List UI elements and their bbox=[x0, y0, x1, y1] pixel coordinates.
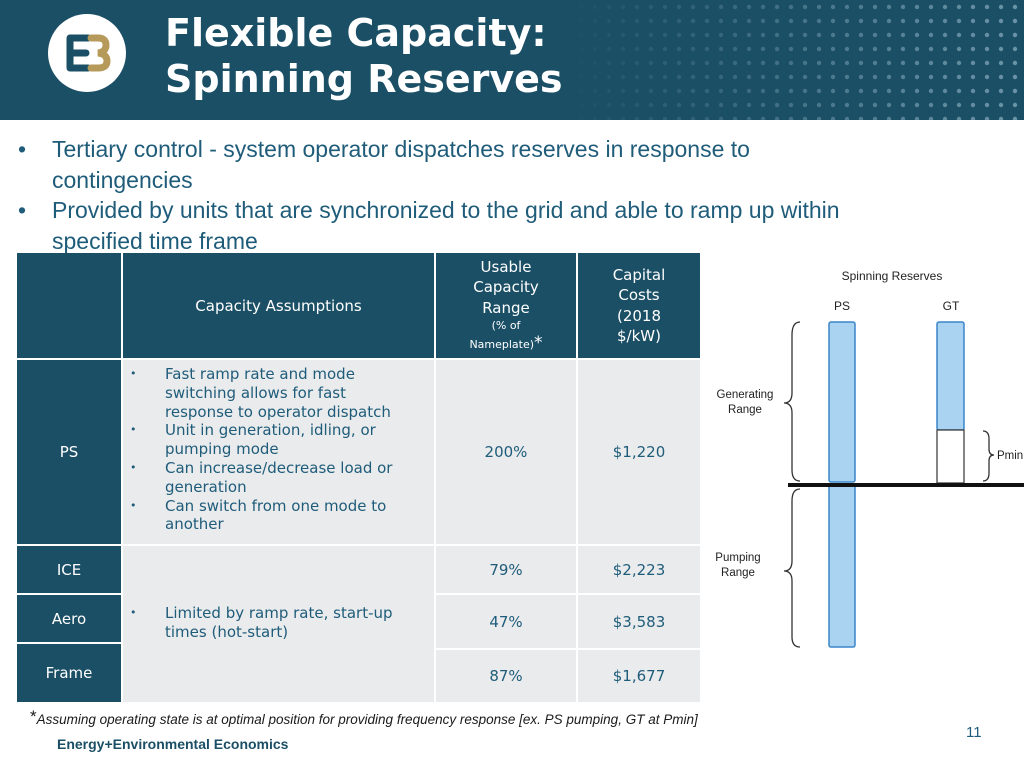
header-usable-range bbox=[436, 253, 576, 358]
page-number: 11 bbox=[966, 724, 982, 741]
footnote-star: * bbox=[30, 707, 37, 726]
header-text: Usable bbox=[480, 257, 532, 276]
ct-assumptions-list bbox=[130, 604, 430, 642]
header-dot-pattern bbox=[560, 0, 1024, 120]
bullet-text: contingencies bbox=[52, 166, 193, 193]
bullet-text: specified time frame bbox=[52, 227, 258, 254]
gt-pmin-box bbox=[937, 430, 964, 483]
footnote bbox=[30, 707, 698, 732]
header-text: Costs bbox=[618, 286, 660, 304]
ps-cost-value: $1,220 bbox=[578, 360, 700, 544]
ps-range-value: 200% bbox=[436, 360, 576, 544]
aero-range-value: 47% bbox=[436, 595, 576, 648]
gt-reserve-bar bbox=[937, 322, 964, 430]
ps-pumping-bar bbox=[829, 485, 855, 647]
pmin-brace bbox=[983, 431, 994, 481]
slide-header bbox=[0, 0, 1024, 120]
list-item-text: another bbox=[165, 515, 224, 534]
footnote-text: Assuming operating state is at optimal position for providing frequency response [ex. PS pumping, GT at Pmin] bbox=[36, 712, 698, 727]
ps-generating-bar bbox=[829, 322, 855, 482]
pumping-range-brace bbox=[784, 489, 800, 647]
bullet-dot-icon: • bbox=[130, 423, 137, 437]
pmin-label: Pmin bbox=[997, 450, 1024, 462]
page-title-line-1: Flexible Capacity: bbox=[165, 11, 547, 55]
ice-range-value: 79% bbox=[436, 546, 576, 593]
diagram-label-gt: GT bbox=[942, 299, 960, 313]
list-item bbox=[130, 421, 430, 459]
list-item-text: Can increase/decrease load or bbox=[165, 458, 393, 477]
pumping-range-label-2: Range bbox=[721, 567, 755, 579]
bullet-text: Provided by units that are synchronized to the grid and able to ramp up within bbox=[52, 197, 840, 223]
aero-cost-value: $3,583 bbox=[578, 595, 700, 648]
ice-cost-value: $2,223 bbox=[578, 546, 700, 593]
page-title-line-2: Spinning Reserves bbox=[165, 57, 563, 101]
diagram-title: Spinning Reserves bbox=[841, 269, 943, 283]
page-title bbox=[165, 10, 563, 102]
generating-range-label-1: Generating bbox=[716, 389, 774, 401]
list-item-text: response to operator dispatch bbox=[165, 402, 391, 421]
intro-bullets bbox=[18, 134, 958, 256]
header-capacity-assumptions: Capacity Assumptions bbox=[123, 253, 434, 358]
header-subtext bbox=[469, 334, 542, 354]
list-item bbox=[130, 459, 430, 497]
header-subtext-nameplate: Nameplate) bbox=[469, 338, 535, 352]
bullet-dot-icon: • bbox=[130, 606, 137, 619]
row-header-frame: Frame bbox=[17, 644, 121, 702]
header-subtext: (% of bbox=[491, 319, 521, 333]
bullet-dot-icon: • bbox=[18, 197, 27, 223]
e3-logo bbox=[48, 14, 126, 92]
row-header-ps: PS bbox=[17, 360, 121, 544]
bullet-dot-icon: • bbox=[130, 460, 137, 474]
list-item bbox=[130, 497, 430, 535]
list-item-text: Can switch from one mode to bbox=[165, 496, 387, 515]
list-item-text: generation bbox=[165, 477, 247, 496]
header-text: Capacity bbox=[473, 278, 539, 297]
footnote-star: * bbox=[534, 333, 543, 354]
list-item-text: switching allows for fast bbox=[165, 383, 346, 402]
header-text: Range bbox=[482, 298, 530, 317]
frame-cost-value: $1,677 bbox=[578, 650, 700, 702]
brand-wordmark: Energy+Environmental Economics bbox=[57, 736, 289, 752]
spinning-reserves-diagram bbox=[700, 255, 1024, 665]
header-capital-costs bbox=[578, 253, 700, 358]
list-item-text: Fast ramp rate and mode bbox=[165, 365, 355, 383]
generating-range-brace bbox=[784, 322, 800, 481]
generating-range-label-2: Range bbox=[728, 404, 762, 416]
frame-range-value: 87% bbox=[436, 650, 576, 702]
ps-assumptions-list bbox=[130, 365, 430, 534]
table-corner-cell bbox=[17, 253, 121, 358]
list-item bbox=[130, 365, 430, 421]
list-item-text: Unit in generation, idling, or bbox=[165, 421, 376, 440]
bullet-item bbox=[18, 134, 958, 195]
bullet-dot-icon: • bbox=[130, 498, 137, 512]
list-item-text: Limited by ramp rate, start-up bbox=[165, 604, 393, 622]
header-text: Capital bbox=[612, 265, 666, 284]
pumping-range-label-1: Pumping bbox=[715, 552, 761, 564]
row-header-ice: ICE bbox=[17, 546, 121, 593]
bullet-item bbox=[18, 195, 958, 256]
bullet-dot-icon: • bbox=[18, 136, 27, 162]
row-header-aero: Aero bbox=[17, 595, 121, 642]
list-item-text: times (hot-start) bbox=[165, 622, 289, 641]
bullet-text: Tertiary control - system operator dispatches reserves in response to bbox=[52, 136, 750, 162]
header-text: (2018 bbox=[616, 306, 662, 325]
list-item-text: pumping mode bbox=[165, 440, 279, 459]
list-item bbox=[130, 604, 430, 642]
diagram-label-ps: PS bbox=[833, 299, 851, 313]
header-text: $/kW) bbox=[617, 327, 661, 345]
bullet-dot-icon: • bbox=[130, 367, 137, 380]
